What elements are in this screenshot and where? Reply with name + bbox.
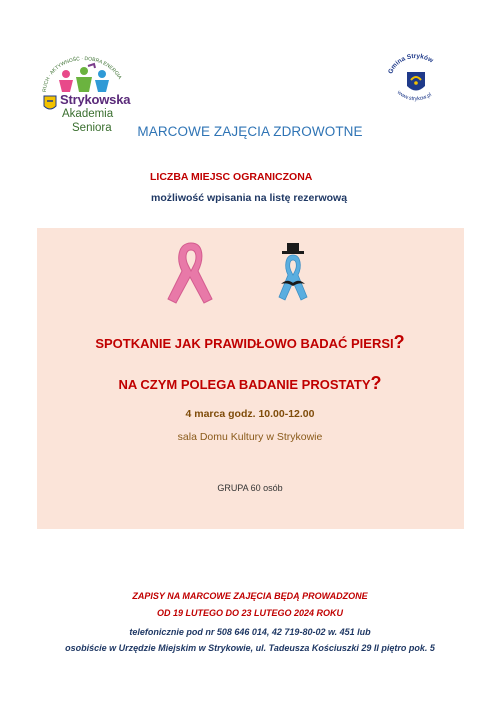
footer-line2: OD 19 LUTEGO DO 23 LUTEGO 2024 ROKU (156, 608, 344, 618)
footer-line1: ZAPISY NA MARCOWE ZAJĘCIA BĘDĄ PROWADZONE (132, 591, 368, 601)
municipality-logo (383, 50, 449, 112)
academy-arc-text: RUCH · AKTYWNOŚĆ · DOBRA ENERGIA (41, 55, 123, 93)
academy-name: Strykowska (60, 92, 131, 107)
coat-of-arms-icon (44, 96, 56, 109)
event-topic-breast (0, 332, 500, 353)
academy-line3: Seniora (72, 122, 112, 134)
academy-line2: Akademia (62, 108, 114, 120)
municipality-arc-bottom: www.strykow.pl (395, 89, 433, 103)
waitlist-notice: możliwość wpisania na listę rezerwową (151, 192, 348, 204)
people-figures-icon (59, 64, 109, 92)
shield-icon (407, 72, 425, 91)
pink-ribbon-icon (164, 237, 218, 307)
municipality-logo-graphic (383, 50, 449, 112)
footer-line3: telefonicznie pod nr 508 646 014, 42 719-80-02 w. 451 lub (129, 627, 371, 637)
page-title: MARCOWE ZAJĘCIA ZDROWOTNE (137, 124, 363, 139)
question-mark: ? (393, 332, 405, 352)
event-topic-breast-text: SPOTKANIE JAK PRAWIDŁOWO BADAĆ PIERSI (95, 336, 394, 351)
svg-text:www.strykow.pl (395, 89, 433, 102)
event-datetime: 4 marca godz. 10.00-12.00 (185, 408, 315, 420)
event-topic-prostate (0, 373, 500, 394)
blue-ribbon-moustache-icon (273, 242, 313, 304)
event-group-size: GRUPA 60 osób (217, 483, 283, 493)
svg-text:Gmina Stryków (387, 53, 435, 75)
limited-seats-notice: LICZBA MIEJSC OGRANICZONA (150, 171, 313, 183)
footer-line4: osobiście w Urzędzie Miejskim w Strykowie, ul. Tadeusza Kościuszki 29 II piętro pok. 5 (65, 643, 435, 653)
event-topic-prostate-text: NA CZYM POLEGA BADANIE PROSTATY (118, 377, 371, 392)
municipality-arc-top: Gmina Stryków (387, 52, 435, 75)
event-venue: sala Domu Kultury w Strykowie (177, 431, 323, 443)
question-mark: ? (370, 373, 382, 393)
